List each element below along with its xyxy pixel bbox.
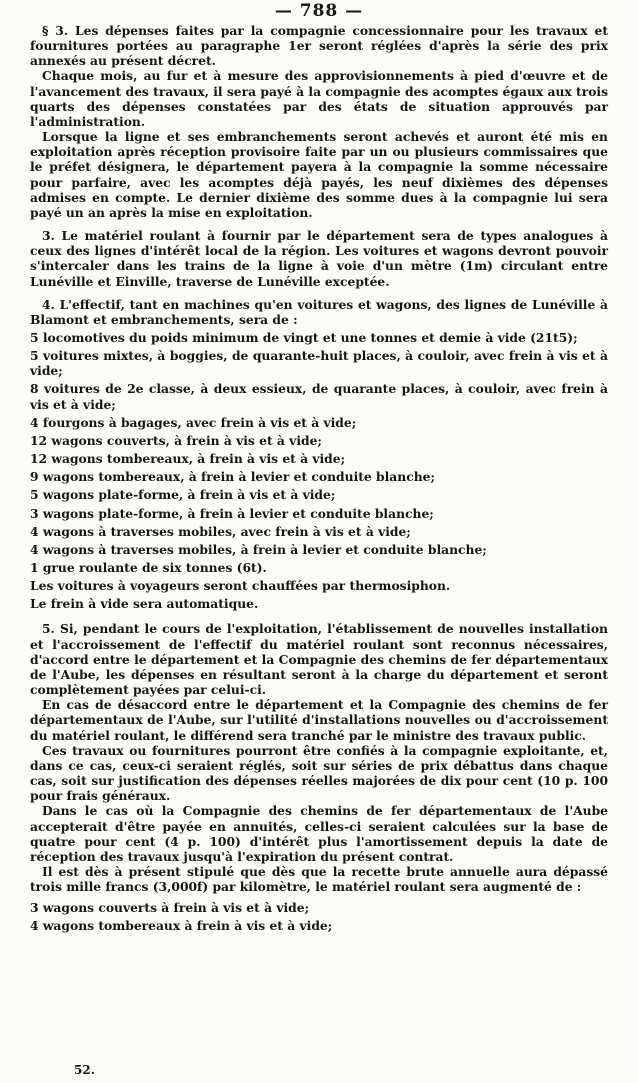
list-item: 1 grue roulante de six tonnes (6t). xyxy=(30,560,267,575)
paragraph: Lorsque la ligne et ses embranchements seront achevés et auront été mis en exploitation après réception provisoire faite par un ou plusieurs commissaires que le préfet désignera, le département payera à la compagnie la somme nécessaire pour parfaire, avec les acomptes déjà payés, les neuf dixièmes des dépenses admises en compte. Le dernier dixième des somme dues à la compagnie lui sera payé un an après la mise en exploitation. xyxy=(30,129,608,220)
list-item: 4 wagons tombereaux à frein à vis et à vide; xyxy=(30,918,333,934)
article-5-paragraph: Il est dès à présent stipulé que dès que la recette brute annuelle aura dépassé trois mille francs (3,000f) par kilomètre, le matériel roulant sera augmenté de : xyxy=(30,863,608,895)
article-5-paragraph: Ces travaux ou fournitures pourront être confiés à la compagnie exploitante, et, dans ce cas, ceux-ci seraient réglés, soit sur séries de prix débattus dans chaque cas, soit sur justification des dépenses réelles majorées de dix pour cent (10 p. 100 pour frais généraux. xyxy=(30,742,608,804)
paragraph: Chaque mois, au fur et à mesure des approvisionnements à pied d'œuvre et de l'avancement des travaux, il sera payé à la compagnie des acomptes égaux aux trois quarts des dépenses constatées par des états de situation approuvés par l'administration. xyxy=(30,68,608,129)
list-item: 3 wagons couverts à frein à vis et à vide; xyxy=(30,900,310,916)
body-text xyxy=(30,23,608,934)
list-item: Le frein à vide sera automatique. xyxy=(30,596,259,612)
list-item: 5 locomotives du poids minimum de vingt et une tonnes et demie à vide (21t5); xyxy=(30,329,578,345)
list-item: 5 voitures mixtes, à boggies, de quarante-huit places, à couloir, avec frein à vis et à vide; xyxy=(30,348,608,379)
article-4-intro: 4. L'effectif, tant en machines qu'en voitures et wagons, des lignes de Lunéville à Blamont et embranchements, sera de : xyxy=(30,296,608,327)
list-item: 4 wagons à traverses mobiles, à frein à levier et conduite blanche; xyxy=(30,541,487,557)
article-5-paragraph: Dans le cas où la Compagnie des chemins de fer départementaux de l'Aube accepterait d'être payée en annuités, celles-ci seraient calculées sur la base de quatre pour cent (4 p. 100) d'intérêt plus l'amortissement depuis la date de réception des travaux jusqu'à l'expiration du présent contrat. xyxy=(30,803,608,864)
list-item: Les voitures à voyageurs seront chauffées par thermosiphon. xyxy=(30,578,451,594)
list-item: 9 wagons tombereaux, à frein à levier et conduite blanche; xyxy=(30,469,436,485)
article-3: 3. Le matériel roulant à fournir par le département sera de types analogues à ceux des lignes d'intérêt local de la région. Les voitures et wagons devront pouvoir s'intercaler dans les trains de la ligne à voie d'un mètre (1m) circulant entre Lunéville et Einville, traverse de Lunéville exceptée. xyxy=(30,228,608,289)
list-item: 4 fourgons à bagages, avec frein à vis et à vide; xyxy=(30,414,357,430)
article-5-list xyxy=(30,900,608,933)
page-number: — 788 — xyxy=(274,1,364,21)
signature-mark: 52. xyxy=(74,1063,95,1077)
article-4-list xyxy=(30,330,608,612)
article-5-paragraph: 5. Si, pendant le cours de l'exploitation, l'établissement de nouvelles installation et l'accroissement de l'effectif du matériel roulant sont reconnus nécessaires, d'accord entre le département et la Compagnie des chemins de fer départementaux de l'Aube, les dépenses en résultant seront à la charge du département et seront complètement payées par celui-ci. xyxy=(30,621,608,698)
list-item: 8 voitures de 2e classe, à deux essieux, de quarante places, à couloir, avec frein à vis et à vide; xyxy=(30,381,608,412)
paragraph: § 3. Les dépenses faites par la compagnie concessionnaire pour les travaux et fournitures portées au paragraphe 1er seront réglées d'après la série des prix annexés au présent décret. xyxy=(30,23,608,69)
article-5-paragraph: En cas de désaccord entre le département et la Compagnie des chemins de fer départementaux de l'Aube, sur l'utilité d'installations nouvelles ou d'accroissement du matériel roulant, le différend sera tranché par le ministre des travaux public. xyxy=(30,697,608,743)
list-item: 3 wagons plate-forme, à frein à levier et conduite blanche; xyxy=(30,505,434,521)
list-item: 4 wagons à traverses mobiles, avec frein à vis et à vide; xyxy=(30,523,411,539)
list-item: 5 wagons plate-forme, à frein à vis et à vide; xyxy=(30,487,336,503)
list-item: 12 wagons tombereaux, à frein à vis et à vide; xyxy=(30,451,346,467)
list-item: 12 wagons couverts, à frein à vis et à vide; xyxy=(30,432,322,448)
